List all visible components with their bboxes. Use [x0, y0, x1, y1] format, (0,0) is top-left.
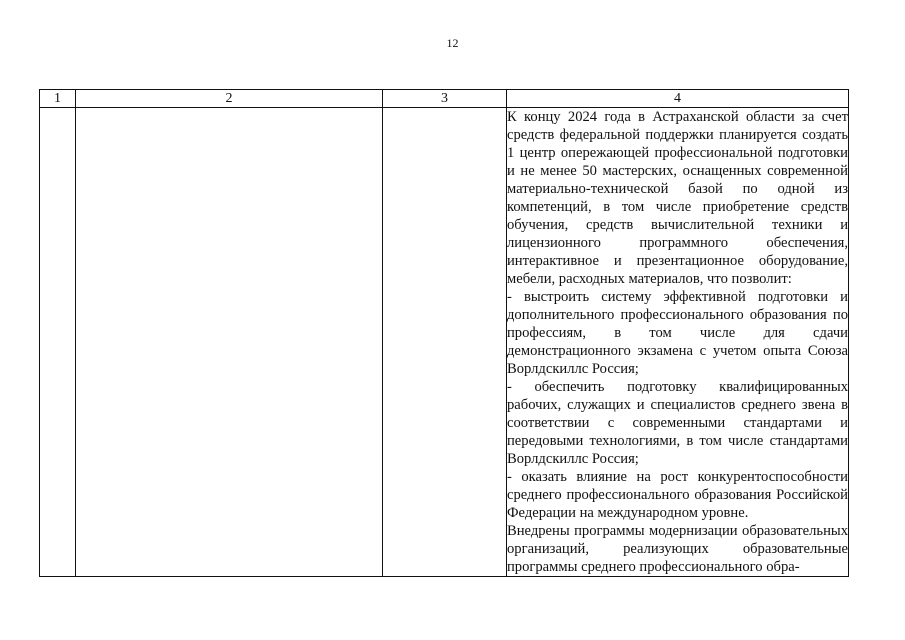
table-header-row	[40, 90, 849, 108]
paragraph-training: - обеспечить подготовку квалифицированных рабочих, служащих и специалистов среднего звена в соответствии с современными стандартами и передовыми технологиями, в том числе стандартами Ворлдскиллс Россия;	[507, 379, 848, 467]
cell-col-1	[40, 108, 76, 577]
cell-col-3	[383, 108, 507, 577]
paragraph-centers: К концу 2024 года в Астраханской области за счет средств федеральной поддержки планируется создать 1 центр опережающей профессиональной подготовки и не менее 50 мастерских, оснащенных современной материально-технической базой по одной из компетенций, в том числе приобретение средств обучения, средств вычислительной техники и лицензионного программного обеспечения, интерактивное и презентационное оборудование, мебели, расходных материалов, что позволит:	[507, 109, 848, 287]
paragraph-competitiveness: - оказать влияние на рост конкурентоспособности среднего профессионального образования Российской Федерации на международном уровне.	[507, 469, 848, 521]
header-col-1: 1	[40, 90, 76, 108]
header-col-4: 4	[507, 90, 849, 108]
cell-col-2	[76, 108, 383, 577]
table-row	[40, 108, 849, 577]
cell-col-4	[507, 108, 849, 577]
paragraph-modernization: Внедрены программы модернизации образовательных организаций, реализующих образовательные программы среднего профессионального обра-	[507, 523, 848, 575]
paragraph-system: - выстроить систему эффективной подготовки и дополнительного профессионального образования по профессиям, в том числе для сдачи демонстрационного экзамена с учетом опыта Союза Ворлдскиллс Россия;	[507, 289, 848, 377]
header-col-3: 3	[383, 90, 507, 108]
header-col-2: 2	[76, 90, 383, 108]
document-table	[39, 89, 849, 577]
page-number: 12	[446, 36, 459, 50]
